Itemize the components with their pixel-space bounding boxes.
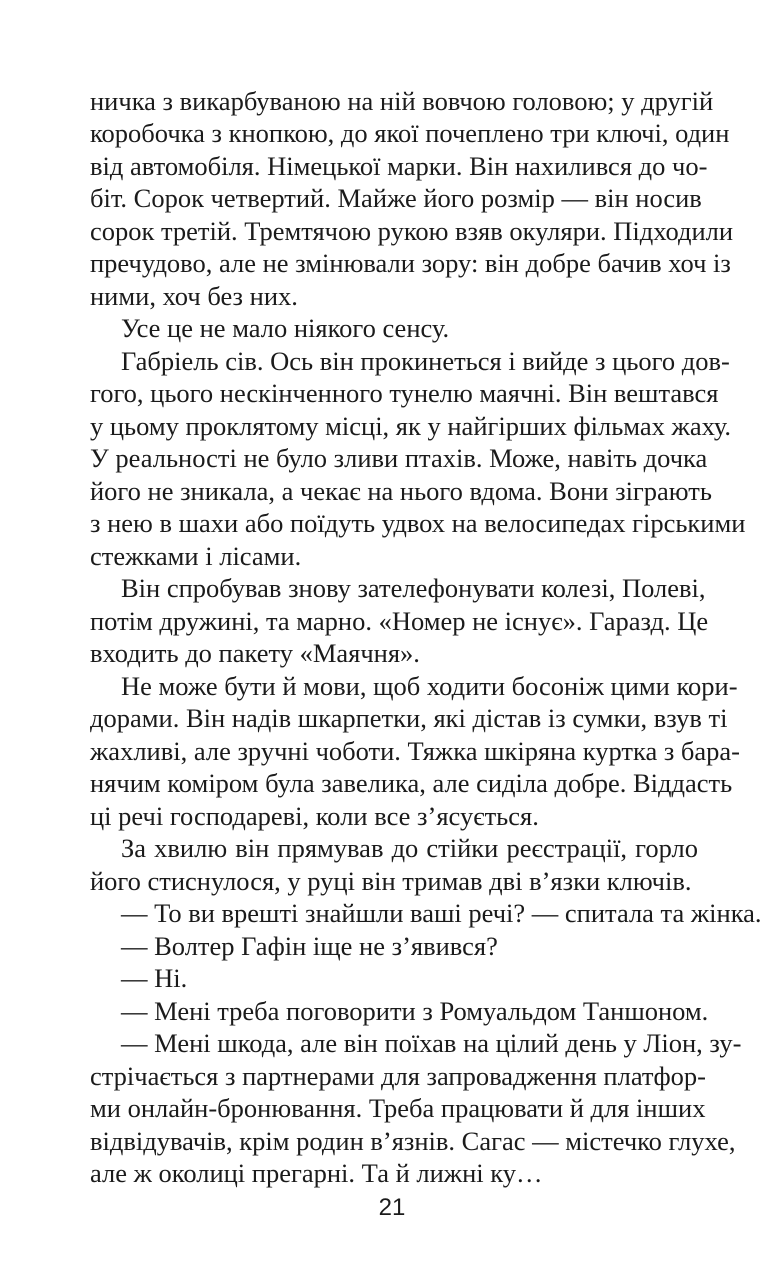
text-line: від автомобіля. Німецької марки. Він нахилився до чо- bbox=[90, 151, 708, 181]
text-line: відвідувачів, крім родин в’язнів. Сагас — містечко глухе, bbox=[90, 1126, 736, 1156]
dialogue-line: — Мені треба поговорити з Ромуальдом Таншоном. bbox=[121, 996, 709, 1026]
text-line: стежками і лісами. bbox=[90, 541, 302, 571]
text-line: його стиснулося, у руці він тримав дві в’язки ключів. bbox=[90, 866, 692, 896]
text-line: Не може бути й мови, щоб ходити босоніж цими кори- bbox=[121, 671, 738, 701]
text-line: Усе це не мало ніякого сенсу. bbox=[121, 313, 450, 343]
text-line: ми онлайн-бронювання. Треба працювати й для інших bbox=[90, 1093, 706, 1123]
text-line: пречудово, але не змінювали зору: він добре бачив хоч із bbox=[90, 248, 731, 278]
dialogue-line: — Мені шкода, але він поїхав на цілий день у Ліон, зу- bbox=[121, 1028, 742, 1058]
text-line: входить до пакету «Маячня». bbox=[90, 638, 420, 668]
text-line: стрічається з партнерами для запровадження платфор- bbox=[90, 1061, 706, 1091]
text-line: біт. Сорок четвертий. Майже його розмір — він носив bbox=[90, 183, 702, 213]
text-line: ними, хоч без них. bbox=[90, 281, 298, 311]
text-line: нячим коміром була завелика, але сиділа добре. Віддасть bbox=[90, 768, 733, 798]
text-line: У реальності не було зливи птахів. Може, навіть дочка bbox=[90, 443, 708, 473]
text-line: сорок третій. Тремтячою рукою взяв окуляри. Підходили bbox=[90, 216, 734, 246]
text-line: з нею в шахи або поїдуть удвох на велосипедах гірськими bbox=[90, 508, 746, 538]
text-line: Габріель сів. Ось він прокинеться і вийде з цього дов- bbox=[121, 346, 730, 376]
text-line: За хвилю він прямував до стійки реєстрації, горло bbox=[121, 833, 698, 863]
dialogue-line: — То ви врешті знайшли ваші речі? — спитала та жінка. bbox=[121, 898, 762, 928]
text-line: дорами. Він надів шкарпетки, які дістав із сумки, взув ті bbox=[90, 703, 728, 733]
page-number: 21 bbox=[378, 1194, 406, 1221]
text-line: жахливі, але зручні чоботи. Тяжка шкіряна куртка з бара- bbox=[90, 736, 741, 766]
dialogue-line: — Волтер Гафін іще не з’явився? bbox=[121, 931, 498, 961]
text-line: коробочка з кнопкою, до якої почеплено три ключі, один bbox=[90, 118, 730, 148]
text-line: Він спробував знову зателефонувати колезі, Полеві, bbox=[121, 573, 706, 603]
text-line: гого, цього нескінченного тунелю маячні. Він вештався bbox=[90, 378, 719, 408]
text-line: його не зникала, а чекає на нього вдома. Вони зіграють bbox=[90, 476, 712, 506]
text-line: потім дружині, та марно. «Номер не існує». Гаразд. Це bbox=[90, 606, 709, 636]
text-line: ничка з викарбуваною на ній вовчою головою; у другій bbox=[90, 86, 714, 116]
text-line: у цьому проклятому місці, як у найгірших фільмах жаху. bbox=[90, 411, 732, 441]
text-line: але ж околиці прегарні. Та й лижні ку… bbox=[90, 1158, 543, 1188]
dialogue-line: — Ні. bbox=[121, 963, 188, 993]
text-line: ці речі господареві, коли все з’ясується. bbox=[90, 801, 539, 831]
